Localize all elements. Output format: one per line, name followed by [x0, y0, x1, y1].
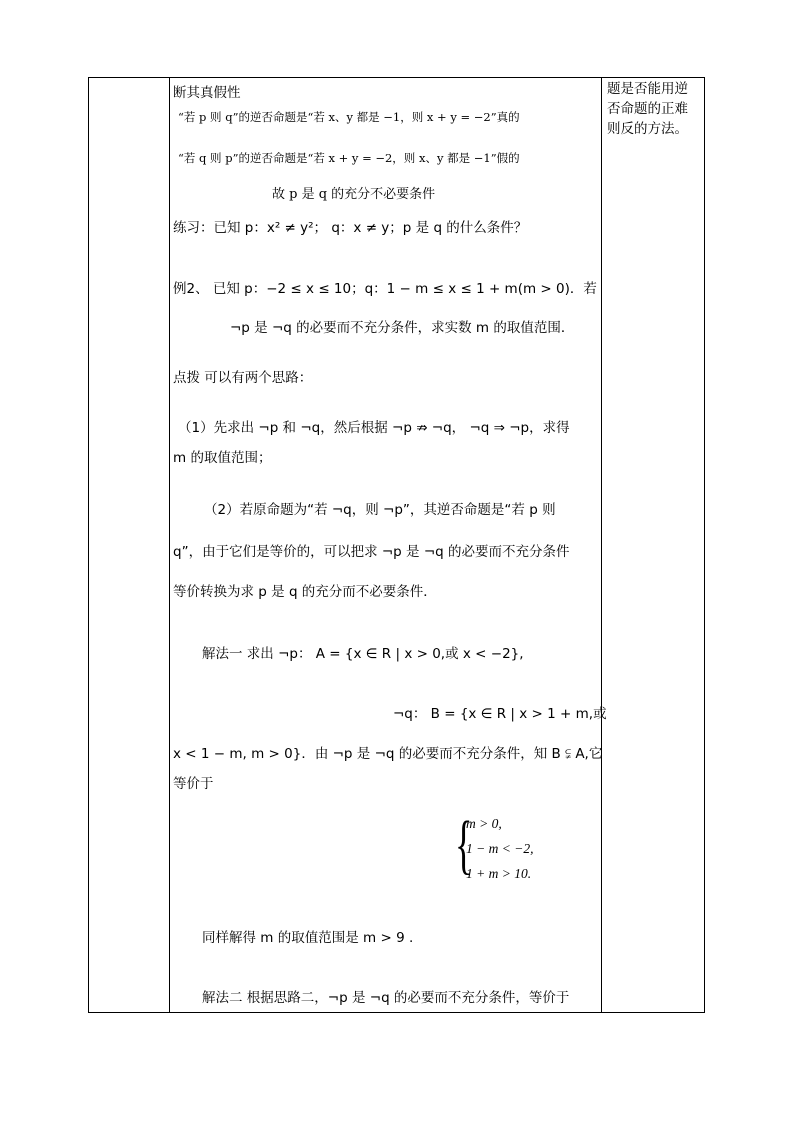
example-heading: 例2、 已知 p：−2 ≤ x ≤ 10；q：1 − m ≤ x ≤ 1 + m(m > 0)．若 [173, 281, 597, 297]
text-line: 等价转换为求 p 是 q 的充分而不必要条件． [173, 584, 437, 600]
brace-icon: { [455, 808, 473, 881]
side-note-line: 否命题的正难 [607, 101, 688, 117]
text-line: 点拨 可以有两个思路： [173, 370, 313, 386]
text-line: x < 1 − m, m > 0}．由 ¬p 是 ¬q 的必要而不充分条件，知 B ⫋ A,它 [173, 746, 603, 762]
text-line: ¬p 是 ¬q 的必要而不充分条件，求实数 m 的取值范围． [230, 320, 575, 336]
text-line: 练习：已知 p：x² ≠ y²； q：x ≠ y；p 是 q 的什么条件？ [173, 220, 528, 236]
text-line: 断其真假性 [173, 85, 241, 101]
text-line: （2）若原命题为“若 ¬q，则 ¬p”，其逆否命题是“若 p 则 [204, 502, 556, 518]
inequality-system [455, 808, 555, 886]
system-row: 1 − m < −2, [466, 841, 534, 856]
text-line: m 的取值范围； [173, 450, 272, 466]
solution-two: 解法二 根据思路二，¬p 是 ¬q 的必要而不充分条件，等价于 [202, 990, 570, 1006]
system-row: 1 + m > 10. [466, 866, 532, 881]
text-line: ¬q： B = {x ∈ R | x > 1 + m,或 [393, 706, 607, 722]
text-line: 故 p 是 q 的充分不必要条件 [272, 187, 436, 202]
text-line: “若 p 则 q”的逆否命题是“若 x、y 都是 −1，则 x + y = −2”真的 [178, 110, 520, 124]
text-line: （1）先求出 ¬p 和 ¬q，然后根据 ¬p ⇏ ¬q， ¬q ⇒ ¬p，求得 [178, 420, 570, 436]
system-row: m > 0, [466, 816, 502, 831]
column-divider-left [169, 78, 170, 1012]
solution-one: 解法一 求出 ¬p： A = {x ∈ R | x > 0,或 x < −2}, [202, 646, 524, 662]
column-divider-right [601, 78, 602, 1012]
text-line: 同样解得 m 的取值范围是 m > 9 . [202, 930, 414, 946]
side-note-line: 题是否能用逆 [607, 81, 688, 97]
text-line: q”，由于它们是等价的，可以把求 ¬p 是 ¬q 的必要而不充分条件 [173, 544, 570, 560]
text-line: “若 q 则 p”的逆否命题是“若 x + y = −2，则 x、y 都是 −1”假的 [178, 151, 520, 165]
text-line: 等价于 [173, 776, 214, 792]
side-note-line: 则反的方法。 [607, 121, 688, 137]
side-note [607, 79, 699, 139]
